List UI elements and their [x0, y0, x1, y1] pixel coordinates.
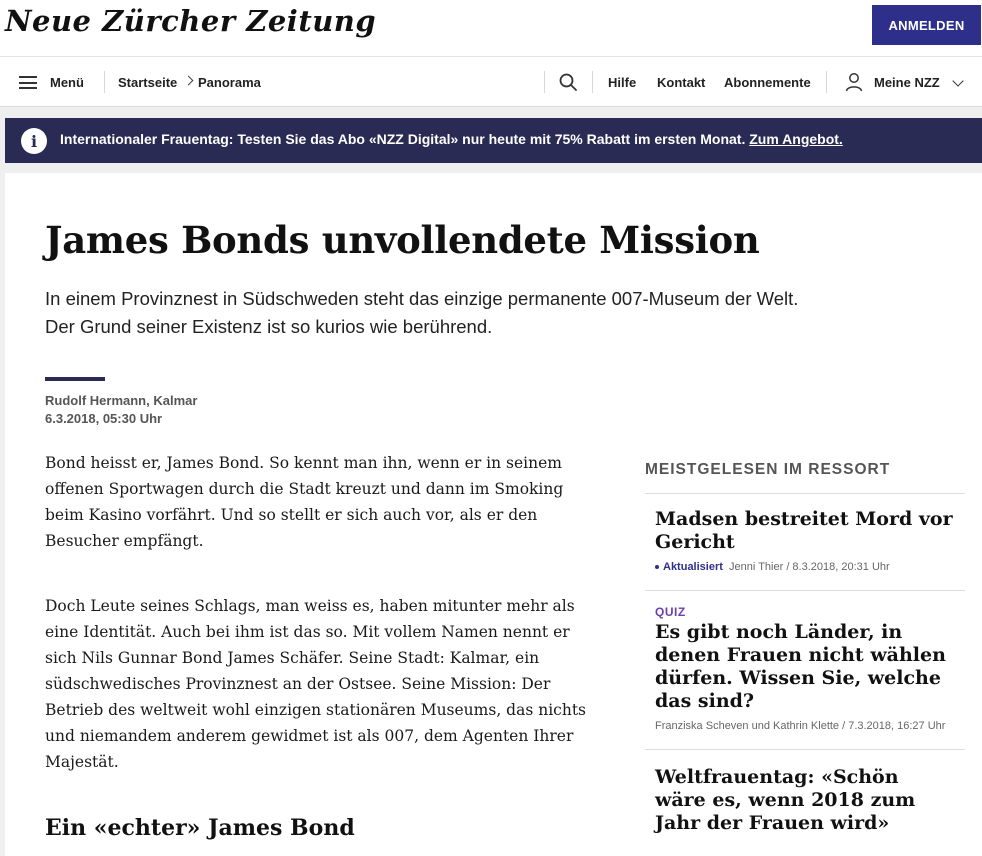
promo-message: Internationaler Frauentag: Testen Sie das Abo «NZZ Digital» nur heute mit 75% Rabatt im ersten Monat. — [60, 131, 746, 147]
top-header — [0, 0, 982, 57]
info-icon: i — [21, 128, 47, 154]
status-dot-icon — [655, 565, 659, 569]
article-author[interactable]: Rudolf Hermann, Kalmar — [45, 393, 198, 408]
most-read-sidebar — [645, 461, 965, 851]
article-subheading: Ein «echter» James Bond — [45, 815, 355, 841]
article-lead: In einem Provinznest in Südschweden steht das einzige permanente 007-Museum der Welt. Der Grund seiner Existenz ist so kurios wie berührend. — [45, 288, 799, 337]
nav-divider — [592, 71, 593, 93]
nav-bar — [0, 57, 982, 107]
article-paragraph: Bond heisst er, James Bond. So kennt man ihn, wenn er in seinem offenen Sportwagen durch die Stadt kreuzt und dann im Smoking beim Kasino vorfährt. Und so stellt er sich auch vor, als er den Besucher empfängt. — [45, 454, 564, 550]
chevron-right-icon — [184, 76, 194, 86]
quiz-label: QUIZ — [655, 605, 686, 619]
most-read-headline[interactable]: Weltfrauentag: «Schön wäre es, wenn 2018 zum Jahr der Frauen wird» — [655, 766, 916, 834]
chevron-down-icon[interactable] — [952, 75, 963, 86]
nav-divider — [544, 71, 545, 93]
breadcrumb-home[interactable]: Startseite — [118, 74, 178, 90]
account-menu-button[interactable]: Meine NZZ — [874, 74, 940, 90]
breadcrumb-panorama[interactable]: Panorama — [198, 74, 261, 90]
search-icon[interactable] — [559, 73, 577, 91]
most-read-byline: Jenni Thier / 8.3.2018, 20:31 Uhr — [729, 561, 890, 573]
most-read-item[interactable] — [645, 591, 965, 750]
promo-offer-link[interactable]: Zum Angebot. — [749, 131, 843, 147]
most-read-headline[interactable]: Es gibt noch Länder, in denen Frauen nicht wählen dürfen. Wissen Sie, welche das sind? — [655, 621, 946, 712]
user-icon[interactable] — [845, 72, 863, 92]
divider-rule — [45, 377, 105, 381]
nav-link-kontakt[interactable]: Kontakt — [657, 74, 706, 90]
most-read-headline[interactable]: Madsen bestreitet Mord vor Gericht — [655, 508, 953, 553]
article-container — [5, 173, 982, 856]
article-date: 6.3.2018, 05:30 Uhr — [45, 411, 163, 426]
most-read-byline: Franziska Scheven und Kathrin Klette / 7.3.2018, 16:27 Uhr — [655, 720, 946, 732]
most-read-item[interactable] — [645, 750, 965, 851]
menu-button[interactable]: Menü — [50, 74, 84, 90]
status-badge: Aktualisiert — [663, 561, 723, 573]
login-button[interactable]: ANMELDEN — [872, 5, 981, 45]
nav-divider — [104, 71, 105, 93]
most-read-meta — [655, 560, 955, 574]
hamburger-menu-icon[interactable] — [19, 76, 37, 89]
site-logo[interactable]: Neue Zürcher Zeitung — [5, 4, 377, 38]
sidebar-title: MEISTGELESEN IM RESSORT — [645, 461, 965, 494]
nav-link-abonnemente[interactable]: Abonnemente — [724, 74, 811, 90]
promo-banner — [5, 118, 982, 163]
most-read-item[interactable] — [645, 494, 965, 591]
promo-text — [60, 131, 843, 147]
nav-divider — [826, 71, 827, 93]
article-title: James Bonds unvollendete Mission — [45, 218, 760, 262]
nav-link-hilfe[interactable]: Hilfe — [608, 74, 637, 90]
article-paragraph: Doch Leute seines Schlags, man weiss es, haben mitunter mehr als eine Identität. Auch bei ihm ist das so. Mit vollem Namen nennt er sich Nils Gunnar Bond James Schäfer. Seine Stadt: Kalmar, ein südschwedisches Provinznest an der Ostsee. Seine Mission: Der Betrieb des weltweit wohl einzigen stationären Museums, das nichts und niemandem anderem gewidmet ist als 007, dem Agenten Ihrer Majestät. — [45, 597, 587, 771]
